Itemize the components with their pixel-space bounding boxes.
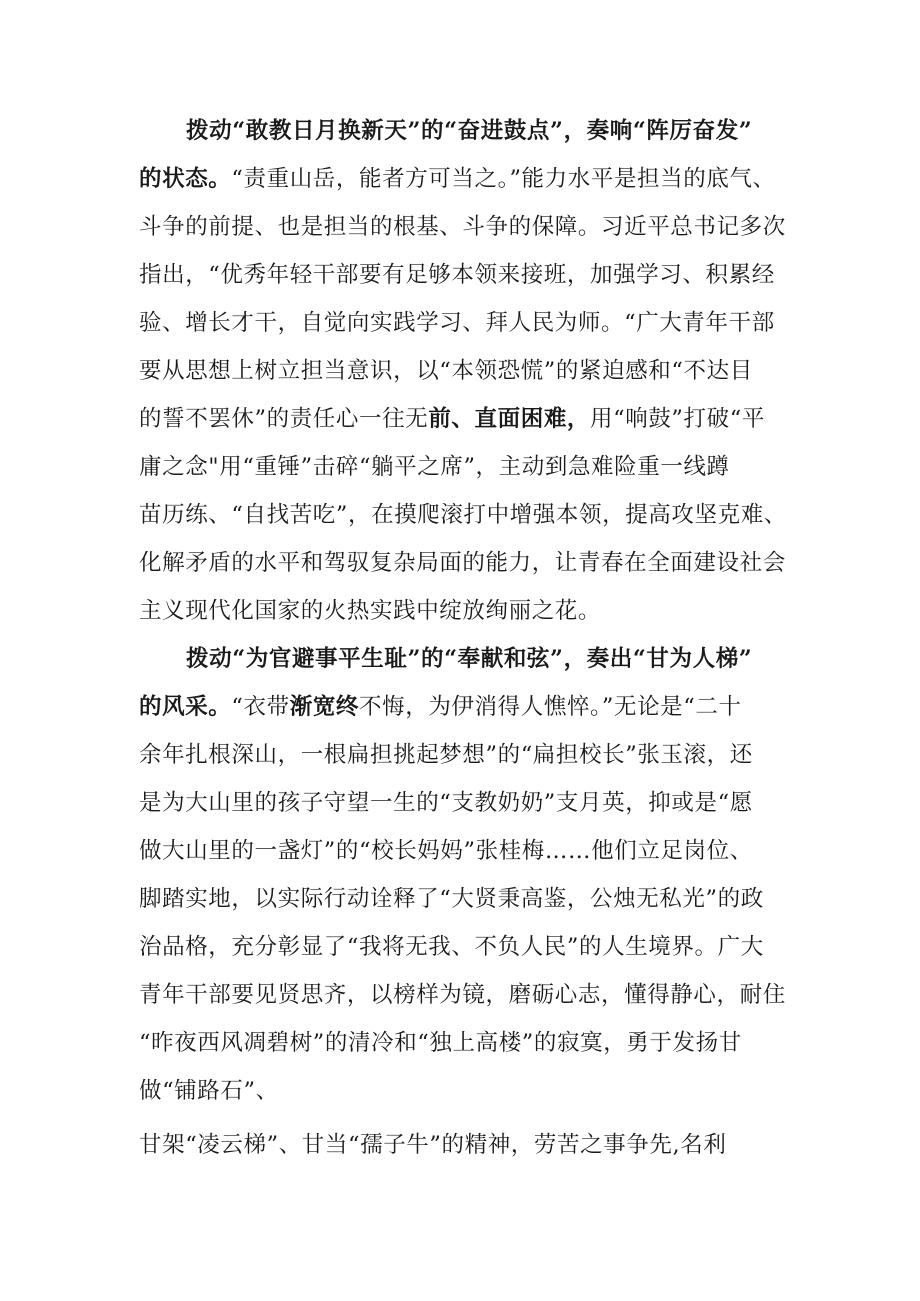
p2-bold-text: 渐宽终	[289, 694, 360, 720]
p2-line-4: 是为大山里的孩子守望一生的“支教奶奶”支月英，抑或是“愿	[139, 790, 753, 816]
p1-line-10: 化解矛盾的水平和驾驭复杂局面的能力，让青春在全面建设社会	[139, 550, 786, 576]
p2-line-11: 甘架“凌云梯”、甘当“孺子牛”的精神，劳苦之事争先,名利	[139, 1132, 727, 1158]
p1-text: “责重山岳，能者方可当之。”能力水平是担当的底气、	[231, 166, 776, 192]
p2-line-5: 做大山里的一盏灯”的“校长妈妈”张桂梅……他们立足岗位、	[139, 838, 753, 864]
p2-heading: 拨动“为官避事平生耻”的“奉献和弦”，奏出“甘为人梯”	[186, 646, 753, 672]
p1-line-11: 主义现代化国家的火热实践中绽放绚丽之花。	[139, 598, 602, 624]
p2-line-1	[186, 644, 752, 674]
p1-heading-end: 的状态。	[139, 166, 232, 192]
p2-line-7: 治品格，充分彰显了“我将无我、不负人民”的人生境界。广大	[139, 934, 764, 960]
p2-line-2	[139, 692, 742, 722]
p1-bold-text: 前、直面困难，	[428, 406, 591, 432]
p1-line-6: 要从思想上树立担当意识，以“本领恐慌”的紧迫感和“不达目	[139, 358, 753, 384]
p2-text: 不悔，为伊消得人憔悴。”无论是“二十	[359, 694, 742, 720]
p1-line-7	[139, 404, 765, 434]
p1-line-1	[186, 116, 752, 146]
p2-line-9: “昨夜西风凋碧树”的清冷和“独上高楼”的寂寞，勇于发扬甘	[139, 1030, 742, 1056]
p1-heading: 拨动“敢教日月换新天”的“奋进鼓点”，奏响“阵厉奋发”	[186, 118, 753, 144]
p2-line-10: 做“铺路石”、	[139, 1078, 279, 1104]
p1-text: 的誓不罢休”的责任心一往无	[139, 406, 429, 432]
p2-text: “衣带	[231, 694, 290, 720]
p2-line-3: 余年扎根深山，一根扁担挑起梦想”的“扁担校长”张玉滚，还	[139, 742, 753, 768]
p1-text: 用“响鼓”打破“平	[590, 406, 765, 432]
p1-line-4: 指出，“优秀年轻干部要有足够本领来接班，加强学习、积累经	[139, 262, 775, 288]
p2-line-8: 青年干部要见贤思齐，以榜样为镜，磨砺心志，懂得静心，耐住	[139, 982, 786, 1008]
p1-line-5: 验、增长才干，自觉向实践学习、拜人民为师。“广大青年干部	[139, 310, 775, 336]
p2-line-6: 脚踏实地，以实际行动诠释了“大贤秉高鉴，公烛无私光”的政	[139, 886, 764, 912]
p2-heading-end: 的风采。	[139, 694, 232, 720]
p1-line-2	[139, 164, 776, 194]
p1-line-9: 苗历练、“自找苦吃”，在摸爬滚打中增强本领，提高攻坚克难、	[139, 502, 787, 528]
p1-line-8: 庸之念"用“重锤”击碎“躺平之席”，主动到急难险重一线蹲	[139, 454, 730, 480]
p1-line-3: 斗争的前提、也是担当的根基、斗争的保障。习近平总书记多次	[139, 214, 786, 240]
